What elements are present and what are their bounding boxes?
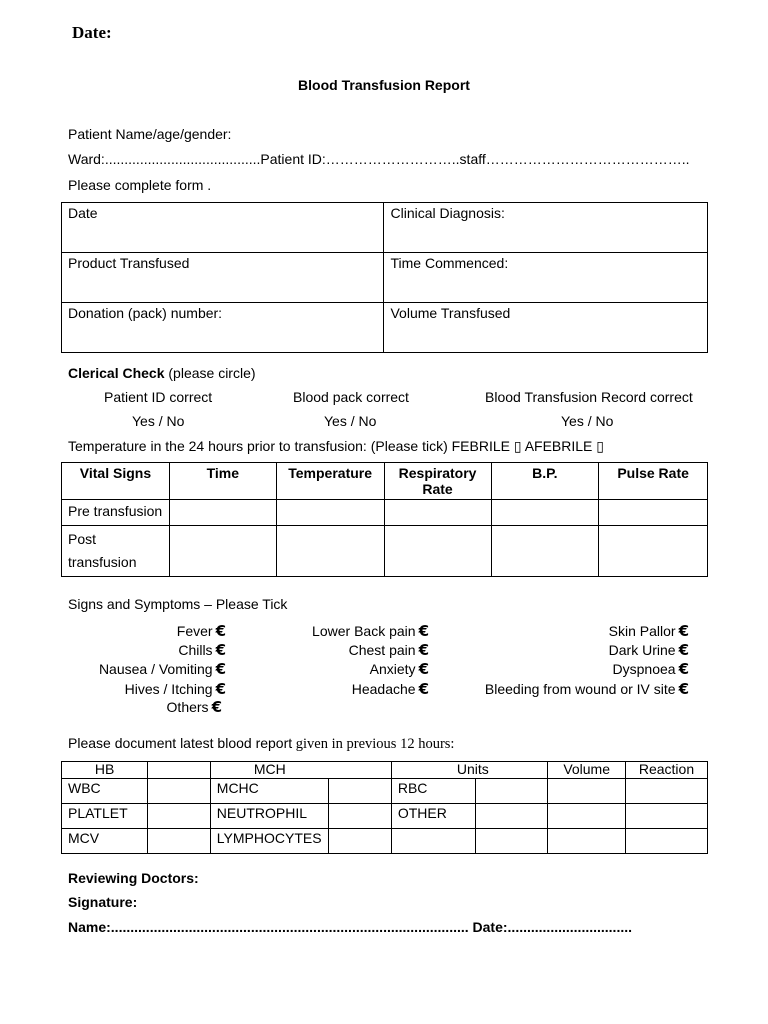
- vitals-cell[interactable]: [384, 500, 491, 526]
- symptom-item[interactable]: Others €: [166, 698, 222, 716]
- vitals-header: B.P.: [491, 463, 599, 500]
- blood-report-cell[interactable]: [148, 829, 211, 854]
- symptom-item[interactable]: Chest pain €: [348, 641, 429, 659]
- vitals-header: Respiratory Rate: [384, 463, 491, 500]
- patient-name-line: Patient Name/age/gender:: [68, 126, 232, 142]
- vitals-cell[interactable]: [276, 500, 384, 526]
- blood-report-cell[interactable]: [548, 804, 626, 829]
- blood-report-label: WBC: [62, 779, 148, 804]
- vitals-cell[interactable]: [276, 526, 384, 577]
- symptom-item[interactable]: Chills €: [178, 641, 226, 659]
- blood-report-label: OTHER: [391, 804, 475, 829]
- blood-report-cell[interactable]: [475, 804, 547, 829]
- tick-box-icon[interactable]: €: [215, 660, 226, 678]
- vitals-cell[interactable]: [384, 526, 491, 577]
- page-title: Blood Transfusion Report: [298, 77, 470, 93]
- blood-report-label: MCHC: [210, 779, 328, 804]
- clerical-answer[interactable]: Yes / No: [561, 413, 614, 429]
- blood-report-cell[interactable]: [328, 829, 391, 854]
- signature-label: Signature:: [68, 894, 138, 910]
- blood-report-header: HB: [62, 762, 148, 779]
- info-cell[interactable]: Donation (pack) number:: [62, 303, 384, 353]
- tick-box-icon[interactable]: €: [418, 622, 429, 640]
- tick-box-icon[interactable]: €: [418, 660, 429, 678]
- complete-form-note: Please complete form .: [68, 177, 212, 193]
- info-cell[interactable]: Date: [62, 203, 384, 253]
- symptom-item[interactable]: Headache €: [351, 680, 429, 698]
- blood-report-label: NEUTROPHIL: [210, 804, 328, 829]
- blood-report-cell[interactable]: [548, 829, 626, 854]
- blood-report-cell[interactable]: [475, 829, 547, 854]
- vitals-cell[interactable]: [169, 526, 276, 577]
- blood-report-label: RBC: [391, 779, 475, 804]
- info-cell[interactable]: Product Transfused: [62, 253, 384, 303]
- ward-line: Ward:........................................Patient ID:………………………..staff……………………………………..: [68, 151, 690, 167]
- tick-box-icon[interactable]: €: [215, 641, 226, 659]
- tick-box-icon[interactable]: €: [678, 622, 689, 640]
- blood-report-header: Units: [391, 762, 548, 779]
- symptom-item[interactable]: Dyspnoea €: [612, 660, 689, 678]
- symptom-item[interactable]: Lower Back pain €: [312, 622, 429, 640]
- tick-box-icon[interactable]: €: [678, 660, 689, 678]
- tick-box-icon[interactable]: €: [418, 641, 429, 659]
- vitals-cell[interactable]: [169, 500, 276, 526]
- vitals-cell[interactable]: [491, 500, 599, 526]
- vitals-header: Vital Signs: [62, 463, 170, 500]
- date-heading: Date:: [72, 23, 112, 42]
- vitals-cell[interactable]: [599, 526, 708, 577]
- clerical-item-label: Blood pack correct: [293, 389, 409, 405]
- vitals-row-label: Post transfusion: [62, 526, 170, 577]
- blood-report-cell[interactable]: [548, 779, 626, 804]
- symptom-item[interactable]: Hives / Itching €: [124, 680, 226, 698]
- temperature-line: Temperature in the 24 hours prior to transfusion: (Please tick) FEBRILE ▯ AFEBRILE ▯: [68, 438, 604, 454]
- tick-box-icon[interactable]: €: [418, 680, 429, 698]
- symptoms-heading: Signs and Symptoms – Please Tick: [68, 596, 288, 612]
- info-table: [61, 202, 708, 353]
- info-cell[interactable]: Volume Transfused: [384, 303, 708, 353]
- blood-report-cell[interactable]: [625, 829, 707, 854]
- tick-box-icon[interactable]: €: [678, 680, 689, 698]
- blood-report-cell[interactable]: [148, 779, 211, 804]
- tick-box-icon[interactable]: €: [211, 698, 222, 716]
- symptom-item[interactable]: Anxiety €: [369, 660, 429, 678]
- tick-box-icon[interactable]: €: [215, 680, 226, 698]
- symptom-item[interactable]: Dark Urine €: [608, 641, 689, 659]
- clerical-answer[interactable]: Yes / No: [132, 413, 185, 429]
- symptom-item[interactable]: Skin Pallor €: [608, 622, 689, 640]
- blood-report-cell[interactable]: [148, 804, 211, 829]
- blood-report-label: MCV: [62, 829, 148, 854]
- blood-report-header: Volume: [548, 762, 626, 779]
- symptom-item[interactable]: Bleeding from wound or IV site €: [484, 680, 689, 698]
- blood-report-cell[interactable]: [391, 829, 475, 854]
- vitals-table: [61, 462, 708, 577]
- symptom-item[interactable]: Nausea / Vomiting €: [98, 660, 226, 678]
- blood-report-cell[interactable]: [328, 804, 391, 829]
- vitals-header: Time: [169, 463, 276, 500]
- symptom-item[interactable]: Fever €: [176, 622, 226, 640]
- clerical-heading: Clerical Check (please circle): [68, 365, 256, 381]
- blood-report-table: [61, 761, 708, 854]
- reviewing-doctors-label: Reviewing Doctors:: [68, 870, 199, 886]
- blood-report-label: PLATLET: [62, 804, 148, 829]
- blood-report-cell[interactable]: [328, 779, 391, 804]
- vitals-row-label: Pre transfusion: [62, 500, 170, 526]
- blood-report-intro: Please document latest blood report given in previous 12 hours:: [68, 735, 455, 752]
- tick-box-icon[interactable]: €: [215, 622, 226, 640]
- blood-report-header: MCH: [210, 762, 391, 779]
- clerical-item-label: Patient ID correct: [104, 389, 213, 405]
- blood-report-cell[interactable]: [625, 804, 707, 829]
- blood-report-header: Reaction: [625, 762, 707, 779]
- name-date-line: Name:............................................................................................ Date:................................: [68, 919, 633, 935]
- vitals-header: Pulse Rate: [599, 463, 708, 500]
- info-cell[interactable]: Time Commenced:: [384, 253, 708, 303]
- clerical-item-label: Blood Transfusion Record correct: [485, 389, 693, 405]
- blood-report-cell[interactable]: [625, 779, 707, 804]
- tick-box-icon[interactable]: €: [678, 641, 689, 659]
- blood-report-label: LYMPHOCYTES: [210, 829, 328, 854]
- vitals-cell[interactable]: [599, 500, 708, 526]
- vitals-cell[interactable]: [491, 526, 599, 577]
- blood-report-header: [148, 762, 211, 779]
- vitals-header: Temperature: [276, 463, 384, 500]
- blood-report-cell[interactable]: [475, 779, 547, 804]
- clerical-answer[interactable]: Yes / No: [324, 413, 377, 429]
- info-cell[interactable]: Clinical Diagnosis:: [384, 203, 708, 253]
